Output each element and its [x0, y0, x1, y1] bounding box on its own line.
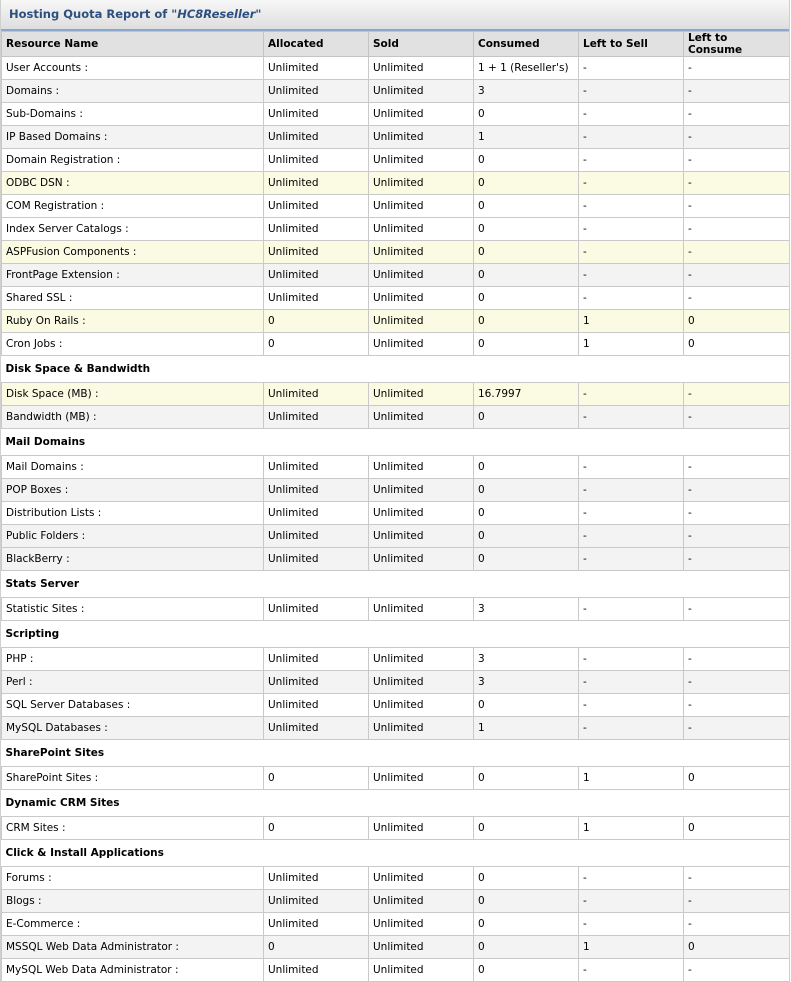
resource-name-cell: Disk Space (MB) :: [2, 383, 264, 406]
left-to-sell-cell: -: [579, 287, 684, 310]
left-to-consume-cell: -: [684, 548, 790, 571]
resource-name-cell: Forums :: [2, 867, 264, 890]
consumed-cell: 0: [474, 456, 579, 479]
left-to-sell-cell: -: [579, 479, 684, 502]
table-row: [2, 264, 790, 287]
resource-name-cell: Distribution Lists :: [2, 502, 264, 525]
consumed-cell: 1: [474, 126, 579, 149]
sold-cell: Unlimited: [369, 525, 474, 548]
resource-name-cell: PHP :: [2, 648, 264, 671]
left-to-sell-cell: -: [579, 598, 684, 621]
table-row: [2, 287, 790, 310]
sold-cell: Unlimited: [369, 456, 474, 479]
left-to-consume-cell: -: [684, 264, 790, 287]
table-row: [2, 218, 790, 241]
section-header-row: [2, 621, 790, 648]
consumed-cell: 0: [474, 913, 579, 936]
header-row: [2, 32, 790, 57]
table-row: [2, 406, 790, 429]
left-to-consume-cell: -: [684, 218, 790, 241]
consumed-cell: 1: [474, 717, 579, 740]
resource-name-cell: Ruby On Rails :: [2, 310, 264, 333]
section-title: Stats Server: [2, 571, 790, 598]
left-to-sell-cell: 1: [579, 817, 684, 840]
resource-name-cell: Blogs :: [2, 890, 264, 913]
section-title: SharePoint Sites: [2, 740, 790, 767]
section-title: Click & Install Applications: [2, 840, 790, 867]
resource-name-cell: ODBC DSN :: [2, 172, 264, 195]
allocated-cell: Unlimited: [264, 241, 369, 264]
allocated-cell: Unlimited: [264, 671, 369, 694]
sold-cell: Unlimited: [369, 817, 474, 840]
resource-name-cell: Statistic Sites :: [2, 598, 264, 621]
left-to-consume-cell: -: [684, 598, 790, 621]
left-to-consume-cell: -: [684, 525, 790, 548]
resource-name-cell: Perl :: [2, 671, 264, 694]
resource-name-cell: Shared SSL :: [2, 287, 264, 310]
sold-cell: Unlimited: [369, 502, 474, 525]
allocated-cell: Unlimited: [264, 525, 369, 548]
sold-cell: Unlimited: [369, 598, 474, 621]
allocated-cell: Unlimited: [264, 456, 369, 479]
resource-name-cell: Mail Domains :: [2, 456, 264, 479]
sold-cell: Unlimited: [369, 648, 474, 671]
consumed-cell: 0: [474, 172, 579, 195]
consumed-cell: 0: [474, 195, 579, 218]
consumed-cell: 0: [474, 241, 579, 264]
table-row: [2, 913, 790, 936]
section-title: Scripting: [2, 621, 790, 648]
left-to-sell-cell: -: [579, 456, 684, 479]
allocated-cell: 0: [264, 333, 369, 356]
left-to-sell-cell: -: [579, 502, 684, 525]
table-row: [2, 456, 790, 479]
left-to-sell-cell: -: [579, 57, 684, 80]
col-left-to-sell: Left to Sell: [579, 32, 684, 57]
consumed-cell: 0: [474, 406, 579, 429]
allocated-cell: Unlimited: [264, 103, 369, 126]
left-to-sell-cell: -: [579, 694, 684, 717]
sold-cell: Unlimited: [369, 867, 474, 890]
left-to-consume-cell: -: [684, 172, 790, 195]
col-left-to-consume: Left to Consume: [684, 32, 790, 57]
left-to-sell-cell: -: [579, 867, 684, 890]
sold-cell: Unlimited: [369, 383, 474, 406]
allocated-cell: Unlimited: [264, 126, 369, 149]
table-row: [2, 525, 790, 548]
consumed-cell: 1 + 1 (Reseller's): [474, 57, 579, 80]
table-body: [2, 57, 790, 982]
table-row: [2, 598, 790, 621]
section-header-row: [2, 740, 790, 767]
consumed-cell: 3: [474, 80, 579, 103]
left-to-consume-cell: -: [684, 195, 790, 218]
allocated-cell: Unlimited: [264, 80, 369, 103]
left-to-consume-cell: -: [684, 80, 790, 103]
left-to-sell-cell: -: [579, 241, 684, 264]
sold-cell: Unlimited: [369, 103, 474, 126]
allocated-cell: Unlimited: [264, 598, 369, 621]
sold-cell: Unlimited: [369, 406, 474, 429]
left-to-consume-cell: -: [684, 890, 790, 913]
left-to-sell-cell: -: [579, 172, 684, 195]
table-row: [2, 817, 790, 840]
allocated-cell: 0: [264, 767, 369, 790]
left-to-consume-cell: -: [684, 103, 790, 126]
left-to-consume-cell: 0: [684, 936, 790, 959]
resource-name-cell: MySQL Databases :: [2, 717, 264, 740]
left-to-consume-cell: -: [684, 383, 790, 406]
consumed-cell: 0: [474, 867, 579, 890]
consumed-cell: 0: [474, 890, 579, 913]
left-to-consume-cell: -: [684, 867, 790, 890]
resource-name-cell: ASPFusion Components :: [2, 241, 264, 264]
allocated-cell: Unlimited: [264, 959, 369, 982]
resource-name-cell: POP Boxes :: [2, 479, 264, 502]
table-row: [2, 767, 790, 790]
section-title: Disk Space & Bandwidth: [2, 356, 790, 383]
left-to-sell-cell: -: [579, 80, 684, 103]
sold-cell: Unlimited: [369, 126, 474, 149]
sold-cell: Unlimited: [369, 310, 474, 333]
table-row: [2, 890, 790, 913]
col-consumed: Consumed: [474, 32, 579, 57]
sold-cell: Unlimited: [369, 890, 474, 913]
quota-table: [1, 31, 790, 982]
consumed-cell: 0: [474, 149, 579, 172]
consumed-cell: 0: [474, 287, 579, 310]
left-to-consume-cell: 0: [684, 310, 790, 333]
resource-name-cell: CRM Sites :: [2, 817, 264, 840]
left-to-sell-cell: -: [579, 126, 684, 149]
consumed-cell: 0: [474, 333, 579, 356]
section-header-row: [2, 356, 790, 383]
table-row: [2, 57, 790, 80]
left-to-consume-cell: -: [684, 287, 790, 310]
table-row: [2, 172, 790, 195]
sold-cell: Unlimited: [369, 264, 474, 287]
left-to-sell-cell: -: [579, 218, 684, 241]
consumed-cell: 0: [474, 548, 579, 571]
allocated-cell: Unlimited: [264, 264, 369, 287]
allocated-cell: Unlimited: [264, 383, 369, 406]
left-to-consume-cell: -: [684, 717, 790, 740]
left-to-sell-cell: -: [579, 195, 684, 218]
left-to-sell-cell: -: [579, 149, 684, 172]
table-row: [2, 671, 790, 694]
left-to-sell-cell: -: [579, 959, 684, 982]
left-to-consume-cell: -: [684, 671, 790, 694]
table-row: [2, 103, 790, 126]
allocated-cell: Unlimited: [264, 867, 369, 890]
table-row: [2, 149, 790, 172]
resource-name-cell: User Accounts :: [2, 57, 264, 80]
sold-cell: Unlimited: [369, 218, 474, 241]
resource-name-cell: BlackBerry :: [2, 548, 264, 571]
reseller-name: "HC8Reseller": [171, 7, 262, 21]
sold-cell: Unlimited: [369, 172, 474, 195]
left-to-sell-cell: -: [579, 671, 684, 694]
consumed-cell: 3: [474, 598, 579, 621]
allocated-cell: Unlimited: [264, 406, 369, 429]
allocated-cell: Unlimited: [264, 890, 369, 913]
allocated-cell: Unlimited: [264, 218, 369, 241]
allocated-cell: Unlimited: [264, 287, 369, 310]
table-row: [2, 694, 790, 717]
resource-name-cell: FrontPage Extension :: [2, 264, 264, 287]
left-to-consume-cell: -: [684, 648, 790, 671]
resource-name-cell: Cron Jobs :: [2, 333, 264, 356]
left-to-consume-cell: -: [684, 149, 790, 172]
consumed-cell: 0: [474, 479, 579, 502]
sold-cell: Unlimited: [369, 57, 474, 80]
left-to-consume-cell: -: [684, 406, 790, 429]
left-to-sell-cell: -: [579, 103, 684, 126]
sold-cell: Unlimited: [369, 195, 474, 218]
left-to-sell-cell: -: [579, 717, 684, 740]
resource-name-cell: Sub-Domains :: [2, 103, 264, 126]
left-to-consume-cell: 0: [684, 767, 790, 790]
allocated-cell: Unlimited: [264, 717, 369, 740]
sold-cell: Unlimited: [369, 767, 474, 790]
resource-name-cell: SharePoint Sites :: [2, 767, 264, 790]
left-to-consume-cell: -: [684, 126, 790, 149]
table-row: [2, 195, 790, 218]
table-row: [2, 80, 790, 103]
sold-cell: Unlimited: [369, 241, 474, 264]
table-row: [2, 867, 790, 890]
resource-name-cell: E-Commerce :: [2, 913, 264, 936]
left-to-sell-cell: -: [579, 264, 684, 287]
consumed-cell: 0: [474, 218, 579, 241]
resource-name-cell: SQL Server Databases :: [2, 694, 264, 717]
left-to-sell-cell: -: [579, 890, 684, 913]
left-to-sell-cell: 1: [579, 333, 684, 356]
consumed-cell: 0: [474, 767, 579, 790]
sold-cell: Unlimited: [369, 936, 474, 959]
left-to-sell-cell: 1: [579, 936, 684, 959]
consumed-cell: 0: [474, 264, 579, 287]
allocated-cell: Unlimited: [264, 57, 369, 80]
resource-name-cell: IP Based Domains :: [2, 126, 264, 149]
consumed-cell: 0: [474, 525, 579, 548]
resource-name-cell: COM Registration :: [2, 195, 264, 218]
table-row: [2, 648, 790, 671]
sold-cell: Unlimited: [369, 671, 474, 694]
consumed-cell: 0: [474, 502, 579, 525]
section-header-row: [2, 840, 790, 867]
sold-cell: Unlimited: [369, 548, 474, 571]
table-row: [2, 333, 790, 356]
left-to-consume-cell: -: [684, 502, 790, 525]
sold-cell: Unlimited: [369, 694, 474, 717]
sold-cell: Unlimited: [369, 80, 474, 103]
left-to-consume-cell: -: [684, 959, 790, 982]
left-to-consume-cell: 0: [684, 333, 790, 356]
consumed-cell: 3: [474, 648, 579, 671]
left-to-sell-cell: -: [579, 913, 684, 936]
table-row: [2, 241, 790, 264]
consumed-cell: 0: [474, 936, 579, 959]
allocated-cell: 0: [264, 310, 369, 333]
resource-name-cell: Domain Registration :: [2, 149, 264, 172]
allocated-cell: Unlimited: [264, 648, 369, 671]
left-to-sell-cell: 1: [579, 310, 684, 333]
table-row: [2, 479, 790, 502]
consumed-cell: 0: [474, 310, 579, 333]
consumed-cell: 0: [474, 694, 579, 717]
table-row: [2, 126, 790, 149]
resource-name-cell: Domains :: [2, 80, 264, 103]
allocated-cell: Unlimited: [264, 195, 369, 218]
left-to-sell-cell: -: [579, 548, 684, 571]
col-sold: Sold: [369, 32, 474, 57]
col-allocated: Allocated: [264, 32, 369, 57]
allocated-cell: 0: [264, 936, 369, 959]
sold-cell: Unlimited: [369, 149, 474, 172]
allocated-cell: Unlimited: [264, 479, 369, 502]
resource-name-cell: Bandwidth (MB) :: [2, 406, 264, 429]
sold-cell: Unlimited: [369, 717, 474, 740]
resource-name-cell: Public Folders :: [2, 525, 264, 548]
report-title: Hosting Quota Report of "HC8Reseller": [1, 0, 789, 31]
table-row: [2, 717, 790, 740]
sold-cell: Unlimited: [369, 913, 474, 936]
consumed-cell: 3: [474, 671, 579, 694]
table-row: [2, 383, 790, 406]
left-to-consume-cell: -: [684, 479, 790, 502]
section-header-row: [2, 429, 790, 456]
section-title: Mail Domains: [2, 429, 790, 456]
consumed-cell: 0: [474, 103, 579, 126]
left-to-consume-cell: -: [684, 57, 790, 80]
section-header-row: [2, 790, 790, 817]
allocated-cell: Unlimited: [264, 502, 369, 525]
table-row: [2, 936, 790, 959]
table-row: [2, 310, 790, 333]
left-to-sell-cell: 1: [579, 767, 684, 790]
left-to-sell-cell: -: [579, 525, 684, 548]
resource-name-cell: MySQL Web Data Administrator :: [2, 959, 264, 982]
col-resource-name: Resource Name: [2, 32, 264, 57]
left-to-sell-cell: -: [579, 383, 684, 406]
sold-cell: Unlimited: [369, 479, 474, 502]
consumed-cell: 16.7997: [474, 383, 579, 406]
allocated-cell: Unlimited: [264, 913, 369, 936]
consumed-cell: 0: [474, 817, 579, 840]
section-header-row: [2, 571, 790, 598]
allocated-cell: Unlimited: [264, 548, 369, 571]
left-to-consume-cell: -: [684, 694, 790, 717]
left-to-sell-cell: -: [579, 406, 684, 429]
resource-name-cell: Index Server Catalogs :: [2, 218, 264, 241]
allocated-cell: Unlimited: [264, 694, 369, 717]
allocated-cell: Unlimited: [264, 172, 369, 195]
table-row: [2, 502, 790, 525]
sold-cell: Unlimited: [369, 333, 474, 356]
left-to-consume-cell: -: [684, 913, 790, 936]
left-to-sell-cell: -: [579, 648, 684, 671]
allocated-cell: Unlimited: [264, 149, 369, 172]
left-to-consume-cell: 0: [684, 817, 790, 840]
left-to-consume-cell: -: [684, 456, 790, 479]
left-to-consume-cell: -: [684, 241, 790, 264]
consumed-cell: 0: [474, 959, 579, 982]
resource-name-cell: MSSQL Web Data Administrator :: [2, 936, 264, 959]
table-row: [2, 959, 790, 982]
section-title: Dynamic CRM Sites: [2, 790, 790, 817]
table-row: [2, 548, 790, 571]
allocated-cell: 0: [264, 817, 369, 840]
sold-cell: Unlimited: [369, 959, 474, 982]
sold-cell: Unlimited: [369, 287, 474, 310]
